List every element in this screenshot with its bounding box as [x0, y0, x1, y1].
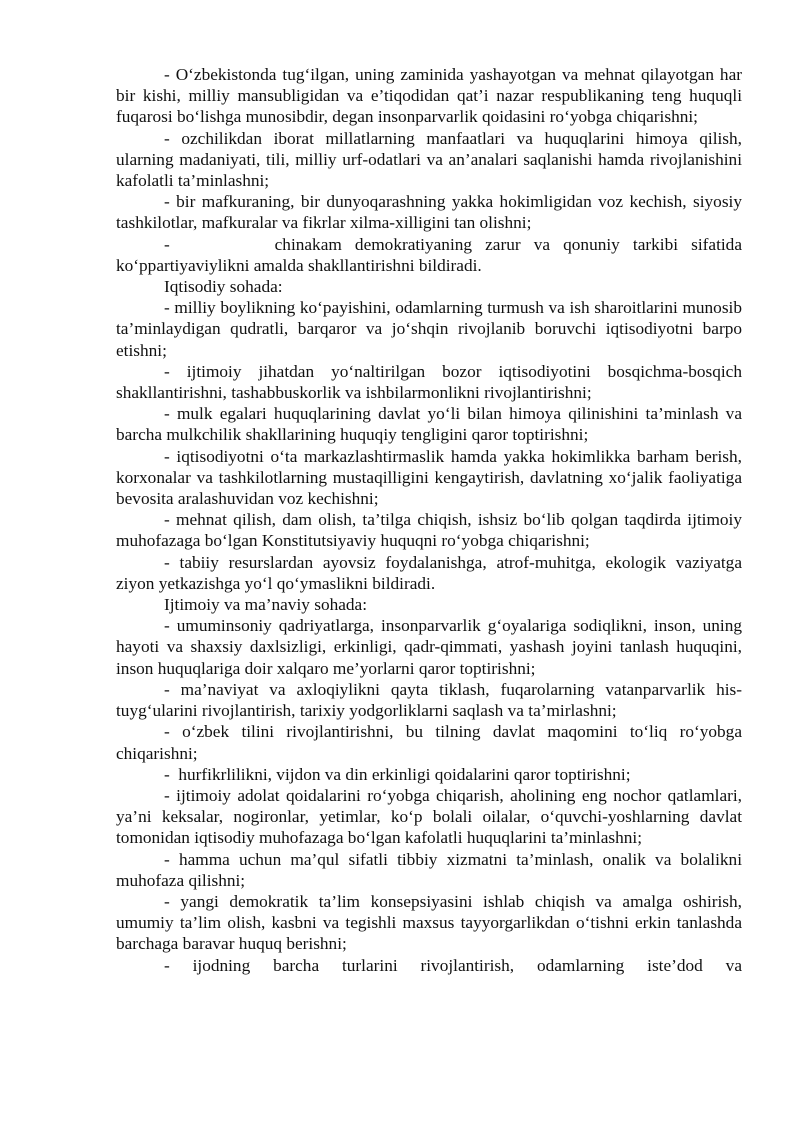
paragraph-property-protection: - mulk egalari huquqlarining davlat yo‘li bilan himoya qilinishini ta’minlash va barcha mulkchilik shakllarining huquqiy tengligini qaror toptirishni; — [116, 404, 742, 445]
paragraph-uzbek-language: - o‘zbek tilini rivojlantirishni, bu tilning davlat maqomini to‘liq ro‘yobga chiqarishni; — [116, 722, 742, 763]
paragraph-minority-rights: - ozchilikdan iborat millatlarning manfaatlari va huquqlarini himoya qilish, ularning madaniyati, tili, milliy urf-odatlari va an’analari saqlanishi hamda rivojlanishini kafolatli ta’minlashni; — [116, 128, 742, 191]
paragraph-ideological-pluralism: - bir mafkuraning, bir dunyoqarashning yakka hokimligidan voz kechish, siyosiy tashkilotlar, mafkuralar va fikrlar xilma-xilligini tan olishni; — [116, 192, 742, 233]
paragraph-human-values: - umuminsoniy qadriyatlarga, insonparvarlik g‘oyalariga sodiqlikni, inson, uning hayoti va shaxsiy daxlsizligi, erkinligi, qadr-qimmati, yashash joyini tanlash huquqini, inson huquqlariga doir xalqaro me’yorlarni qaror toptirishni; — [116, 616, 742, 678]
paragraph-environment: - tabiiy resurslardan ayovsiz foydalanishga, atrof-muhitga, ekologik vaziyatga ziyon yetkazishga yo‘l qo‘ymaslikni bildiradi. — [116, 552, 742, 593]
paragraph-medical-care: - hamma uchun ma’qul sifatli tibbiy xizmatni ta’minlash, onalik va bolalikni muhofaza qilishni; — [116, 849, 742, 890]
paragraph-education: - yangi demokratik ta’lim konsepsiyasini ishlab chiqish va amalga oshirish, umumiy ta’lim olish, kasbni va tegishli maxsus tayyorgarlikdan o‘tishni erkin tanlashda barchaga baravar huquq berishni; — [116, 891, 742, 954]
paragraph-multiparty-system: - chinakam demokratiyaning zarur va qonuniy tarkibi sifatida ko‘ppartiyaviylikni amalda shakllantirishni bildiradi. — [116, 234, 747, 275]
paragraph-labor-rights: - mehnat qilish, dam olish, ta’tilga chiqish, ishsiz bo‘lib qolgan taqdirda ijtimoiy muhofazaga bo‘lgan Konstitutsiyaviy huquqni ro‘yobga chiqarishni; — [116, 510, 742, 551]
paragraph-equal-citizenship: - O‘zbekistonda tug‘ilgan, uning zaminida yashayotgan va mehnat qilayotgan har bir kishi, milliy mansubligidan va e’tiqodidan qat’i nazar respublikaning teng huquqli fuqarosi bo‘lishga munosibdir, degan insonparvarlik qoidasini ro‘yobga chiqarishni; — [116, 65, 742, 127]
document-page — [116, 64, 747, 976]
paragraph-social-justice: - ijtimoiy adolat qoidalarini ro‘yobga chiqarish, aholining eng nochor qatlamlari, ya’ni keksalar, nogironlar, yetimlar, ko‘p bolali oilalar, o‘quvchi-yoshlarning davlat tomonidan iqtisodiy muhofazaga bo‘lgan kafolatli huquqlarini ta’minlashni; — [116, 785, 742, 848]
section-heading-economic: Iqtisodiy sohada: — [164, 277, 283, 297]
section-heading-social-spiritual: Ijtimoiy va ma’naviy sohada: — [164, 595, 368, 615]
paragraph-creativity: - ijodning barcha turlarini rivojlantirish, odamlarning iste’dod va — [164, 955, 742, 975]
paragraph-spirituality: - ma’naviyat va axloqiylikni qayta tiklash, fuqarolarning vatanparvarlik his- tuyg‘ularini rivojlantirish, tarixiy yodgorliklarni saqlash va ta’mirlashni; — [116, 679, 742, 721]
paragraph-national-wealth: - milliy boylikning ko‘payishini, odamlarning turmush va ish sharoitlarini munosib ta’minlaydigan qudratli, barqaror va jo‘shqin rivojlanib boruvchi iqtisodiyotni barpo etishni; — [116, 298, 742, 360]
paragraph-freedom-of-conscience: - hurfikrlilikni, vijdon va din erkinligi qoidalarini qaror toptirishni; — [164, 764, 631, 784]
paragraph-decentralization: - iqtisodiyotni o‘ta markazlashtirmaslik hamda yakka hokimlikka barham berish, korxonalar va tashkilotlarning mustaqilligini kengaytirish, davlatning xo‘jalik faoliyatiga bevosita aralashuvidan voz kechishni; — [116, 446, 742, 509]
paragraph-market-economy: - ijtimoiy jihatdan yo‘naltirilgan bozor iqtisodiyotini bosqichma-bosqich shakllantirishni, tashabbuskorlik va ishbilarmonlikni rivojlantirishni; — [116, 361, 742, 403]
